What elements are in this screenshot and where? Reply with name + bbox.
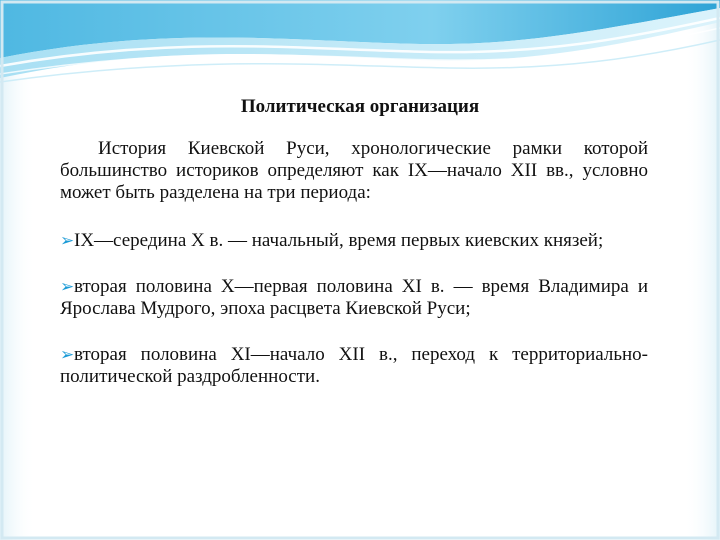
bullet-item [60, 344, 648, 388]
bullet-text: вторая половина XI—начало XII в., переход к территориально-политической раздробленности. [60, 344, 648, 387]
bullet-text: вторая половина X—первая половина XI в. — время Владимира и Ярослава Мудрого, эпоха расцвета Киевской Руси; [60, 276, 648, 319]
bullet-item [60, 230, 648, 252]
bullet-item [60, 276, 648, 320]
slide-title: Политическая организация [240, 96, 480, 117]
intro-paragraph: История Киевской Руси, хронологические рамки которой большинство историков определяют как IX—начало XII вв., условно может быть разделена на три периода: [60, 138, 648, 203]
arrow-bullet-icon: ➢ [60, 277, 75, 296]
arrow-bullet-icon: ➢ [60, 231, 75, 250]
bullet-text: IX—середина X в. — начальный, время первых киевских князей; [74, 230, 604, 251]
slide-body [60, 138, 648, 388]
arrow-bullet-icon: ➢ [60, 345, 75, 364]
